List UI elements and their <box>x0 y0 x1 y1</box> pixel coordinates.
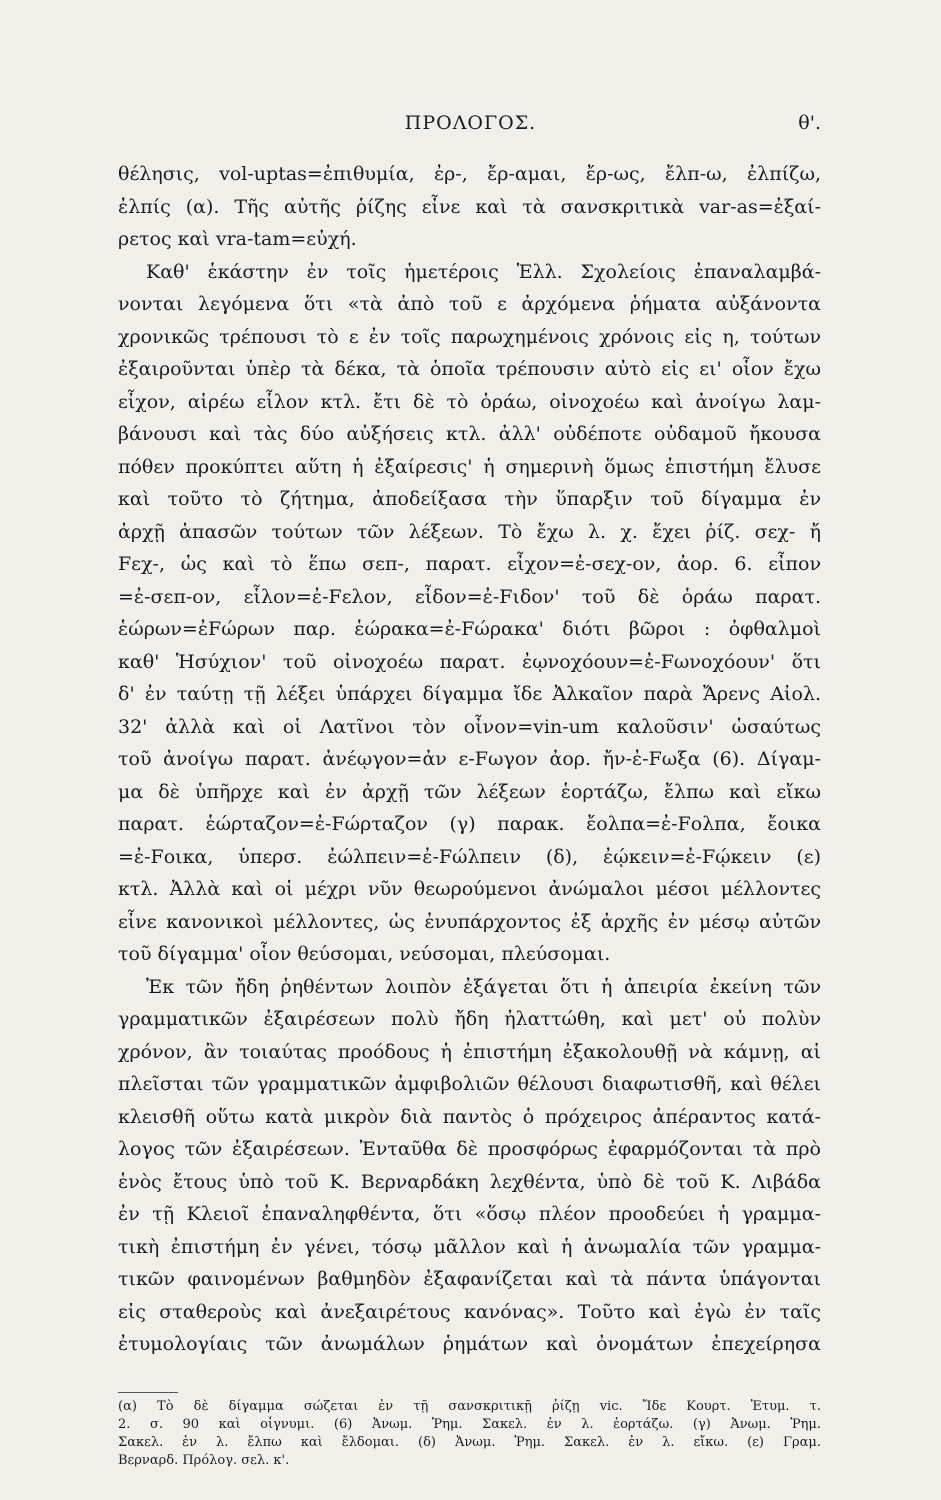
body-text <box>118 158 821 1361</box>
text-line: τοῦ δίγαμμα' οἷον θεύσομαι, νεύσομαι, πλεύσομαι. <box>118 943 611 965</box>
text-line: δ' ἐν ταύτῃ τῇ λέξει ὑπάρχει δίγαμμα ἴδε Ἀλκαῖον παρὰ Ἄρενς Αἰολ. <box>118 683 821 705</box>
text-line: πλεῖσται τῶν γραμματικῶν ἀμφιβολιῶν θέλουσι διαφωτισθῆ, καὶ θέλει <box>118 1073 821 1095</box>
footnote-line: Σακελ. ἐν λ. ἔλπω καὶ ἔλδομαι. (δ) Ἀνωμ. Ῥημ. Σακελ. ἐν λ. εἴκω. (ε) Γραμ. <box>118 1435 821 1450</box>
text-line: 32' ἀλλὰ καὶ οἱ Λατῖνοι τὸν οἶνον=vin-um καλοῦσιν' ὡσαύτως <box>118 715 821 738</box>
text-line: τοῦ ἀνοίγω παρατ. ἀνέῳγον=ἀν ε-Fωγον ἀορ. ἤν-ἐ-Fωξα (6). Δίγαμ- <box>118 748 821 770</box>
footnote-line: (α) Τὸ δὲ δίγαμμα σώζεται ἐν τῇ σανσκριτικῇ ῥίζῃ vic. Ἴδε Κουρτ. Ἐτυμ. τ. <box>118 1399 821 1414</box>
footnote-line: 2. σ. 90 καὶ οἶγνυμι. (6) Ἀνωμ. Ῥημ. Σακελ. ἐν λ. ἑορτάζω. (γ) Ἀνωμ. Ῥημ. <box>118 1417 821 1432</box>
text-line: ἐν τῇ Κλειοῖ ἐπαναληφθέντα, ὅτι «ὅσῳ πλέον προοδεύει ἡ γραμμα- <box>118 1203 821 1225</box>
text-line: εἶνε κανονικοὶ μέλλοντες, ὡς ἐνυπάρχοντος ἐξ ἀρχῆς ἐν μέσῳ αὐτῶν <box>118 910 821 933</box>
text-line: τικὴ ἐπιστήμη ἐν γένει, τόσῳ μᾶλλον καὶ ἡ ἀνωμαλία τῶν γραμμα- <box>118 1235 821 1258</box>
text-line: νονται λεγόμενα ὅτι «τὰ ἀπὸ τοῦ ε ἀρχόμενα ῥήματα αὐξάνοντα <box>118 293 821 315</box>
text-line: Καθ' ἑκάστην ἐν τοῖς ἡμετέροις Ἑλλ. Σχολείοις ἐπαναλαμβά- <box>146 260 821 283</box>
text-line: ἐξαιροῦνται ὑπὲρ τὰ δέκα, τὰ ὁποῖα τρέπουσιν αὐτὸ εἰς ει' οἷον ἔχω <box>118 358 821 380</box>
text-line: μα δὲ ὑπῆρχε καὶ ἐν ἀρχῇ τῶν λέξεων ἑορτάζω, ἔλπω καὶ εἴκω <box>118 780 821 803</box>
text-line: εἶχον, αἱρέω εἷλον κτλ. ἔτι δὲ τὸ ὁράω, οἰνοχοέω καὶ ἀνοίγω λαμ- <box>118 390 821 413</box>
text-line: ἐτυμολογίαις τῶν ἀνωμάλων ῥημάτων καὶ ὀνομάτων ἐπεχείρησα <box>118 1333 821 1355</box>
text-line: χρόνον, ἂν τοιαύτας προόδους ἡ ἐπιστήμη ἐξακολουθῇ νὰ κάμνῃ, αἱ <box>118 1040 821 1063</box>
footnotes <box>118 1398 821 1470</box>
running-header <box>0 112 941 142</box>
text-line: καθ' Ἡσύχιον' τοῦ οἰνοχοέω παρατ. ἐῳνοχόουν=ἐ-Fωνοχόουν' ὅτι <box>118 650 821 673</box>
text-line: =ἐ-Fοικα, ὑπερσ. ἐώλπειν=ἐ-Fώλπειν (δ), ἐῴκειν=ἐ-Fῴκειν (ε) <box>118 845 821 868</box>
text-line: Ἐκ τῶν ἤδη ῥηθέντων λοιπὸν ἐξάγεται ὅτι ἡ ἀπειρία ἐκείνη τῶν <box>146 975 821 998</box>
page-number: θ'. <box>798 112 821 134</box>
text-line: θέλησις, vol-uptas=ἐπιθυμία, ἐρ-, ἔρ-αμαι, ἔρ-ως, ἔλπ-ω, ἐλπίζω, <box>118 163 821 185</box>
text-line: Fεχ-, ὡς καὶ τὸ ἕπω σεπ-, παρατ. εἶχον=ἐ-σεχ-ον, ἀορ. 6. εἶπον <box>118 553 821 575</box>
text-line: ρετος καὶ vra-tam=εὐχή. <box>118 228 357 250</box>
text-line: εἰς σταθεροὺς καὶ ἀνεξαιρέτους κανόνας». Τοῦτο καὶ ἐγὼ ἐν ταῖς <box>118 1300 821 1323</box>
text-line: =ἐ-σεπ-ον, εἷλον=ἐ-Fελον, εἶδον=ἐ-Fιδον' τοῦ δὲ ὁράω παρατ. <box>118 585 821 608</box>
text-line: ἀρχῇ ἁπασῶν τούτων τῶν λέξεων. Τὸ ἔχω λ. χ. ἔχει ῥίζ. σεχ- ἤ <box>118 520 821 543</box>
text-line: ἑώρων=ἐFώρων παρ. ἑώρακα=ἐ-Fώρακα' διότι βῶροι : ὀφθαλμοὶ <box>118 618 821 640</box>
running-title: ΠΡΟΛΟΓΟΣ. <box>404 112 537 134</box>
text-line: παρατ. ἑώρταζον=ἐ-Fώρταζον (γ) παρακ. ἔολπα=ἐ-Fολπα, ἔοικα <box>118 813 821 835</box>
text-line: πόθεν προκύπτει αὕτη ἡ ἐξαίρεσις' ἡ σημερινὴ ὅμως ἐπιστήμη ἔλυσε <box>118 455 821 478</box>
footnote-line: Βερναρδ. Πρόλογ. σελ. κ'. <box>118 1453 290 1468</box>
text-line: ἐλπίς (α). Τῆς αὐτῆς ῥίζης εἶνε καὶ τὰ σανσκριτικὰ var-as=ἐξαί- <box>118 195 821 218</box>
text-line: κλεισθῆ οὕτω κατὰ μικρὸν διὰ παντὸς ὁ πρόχειρος ἀπέραντος κατά- <box>118 1105 821 1128</box>
footnote-rule <box>118 1392 178 1393</box>
text-line: καὶ τοῦτο τὸ ζήτημα, ἀποδείξασα τὴν ὕπαρξιν τοῦ δίγαμμα ἐν <box>118 488 821 510</box>
text-line: χρονικῶς τρέπουσι τὸ ε ἐν τοῖς παρωχημένοις χρόνοις εἰς η, τούτων <box>118 325 821 348</box>
text-line: γραμματικῶν ἐξαιρέσεων πολὺ ἤδη ἠλαττώθη, καὶ μετ' οὐ πολὺν <box>118 1008 821 1030</box>
text-line: λογος τῶν ἐξαιρέσεων. Ἐνταῦθα δὲ προσφόρως ἐφαρμόζονται τὰ πρὸ <box>118 1138 821 1160</box>
text-line: βάνουσι καὶ τὰς δύο αὐξήσεις κτλ. ἀλλ' οὐδέποτε οὐδαμοῦ ἤκουσα <box>118 423 821 445</box>
text-line: κτλ. Ἀλλὰ καὶ οἱ μέχρι νῦν θεωρούμενοι ἀνώμαλοι μέσοι μέλλοντες <box>118 878 821 900</box>
text-line: τικῶν φαινομένων βαθμηδὸν ἐξαφανίζεται καὶ τὰ πάντα ὑπάγονται <box>118 1268 821 1290</box>
text-line: ἑνὸς ἔτους ὑπὸ τοῦ Κ. Βερναρδάκη λεχθέντα, ὑπὸ δὲ τοῦ Κ. Λιβάδα <box>118 1170 821 1193</box>
